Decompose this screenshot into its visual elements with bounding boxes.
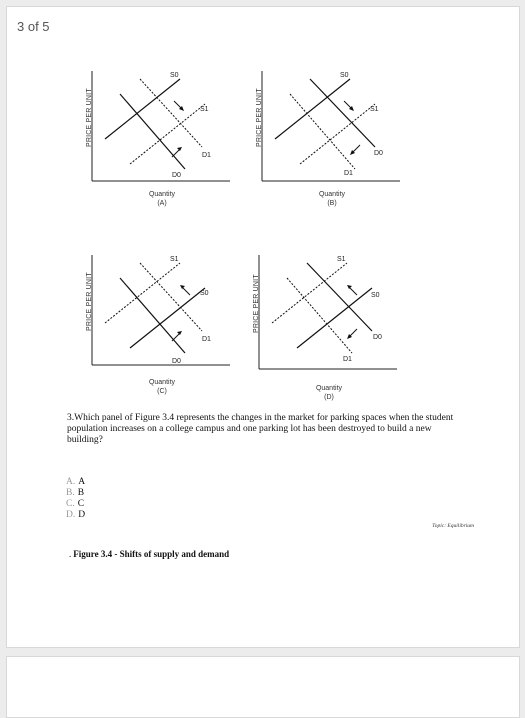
panel-a-d0-line <box>120 94 185 169</box>
panel-d-d1-line <box>287 278 352 353</box>
option-c-letter: C. <box>66 499 75 509</box>
panel-a-s0-line <box>105 79 180 139</box>
panel-c-d0-line <box>120 278 185 353</box>
panel-d-xlabel: Quantity <box>315 385 343 392</box>
panel-d-ylabel: PRICE PER UNIT <box>253 274 260 333</box>
panel-b-d1-label: D1 <box>344 170 353 177</box>
panel-b-panel-label: (B) <box>327 200 337 207</box>
panel-b-chart <box>260 69 400 185</box>
panel-a-s1-line <box>130 104 205 164</box>
question-text: 3.Which panel of Figure 3.4 represents the changes in the market for parking spaces when the student population increases on a college campus and one parking lot has been destroyed to build a new building? <box>67 413 454 445</box>
panel-a-d1-label: D1 <box>202 152 211 159</box>
panel-a-s0-label: S0 <box>170 72 179 79</box>
panel-a <box>86 69 230 209</box>
caption-text: Figure 3.4 - Shifts of supply and demand <box>73 549 230 559</box>
option-b[interactable] <box>66 488 85 499</box>
topic-label: Topic: Equilibrium <box>432 523 474 529</box>
panel-a-panel-label: (A) <box>157 200 167 207</box>
option-c-text: C <box>77 499 85 509</box>
panel-c-xlabel: Quantity <box>148 379 176 386</box>
panel-d-s1-label: S1 <box>337 256 346 263</box>
panel-c <box>86 253 230 395</box>
panel-c-d0-label: D0 <box>172 358 181 365</box>
option-a[interactable] <box>66 477 85 488</box>
panel-a-d1-line <box>140 79 202 147</box>
panel-c-d1-label: D1 <box>202 336 211 343</box>
panel-d-s0-label: S0 <box>371 292 380 299</box>
panel-b-d1-line <box>290 94 355 169</box>
panel-a-xlabel: Quantity <box>148 191 176 198</box>
option-a-text: A <box>78 477 86 487</box>
panel-a-ylabel: PRICE PER UNIT <box>86 88 93 147</box>
panel-d-chart <box>257 253 397 373</box>
panel-c-s1-line <box>105 263 180 323</box>
panel-c-s0-label: S0 <box>200 290 209 297</box>
next-page <box>6 656 520 718</box>
panel-b-s0-label: S0 <box>340 72 349 79</box>
panel-c-panel-label: (C) <box>157 388 167 395</box>
figure-caption <box>69 549 229 559</box>
panel-a-chart <box>90 69 230 185</box>
panel-c-chart <box>90 253 230 369</box>
panel-d-d1-label: D1 <box>343 356 352 363</box>
option-d[interactable] <box>66 510 85 521</box>
panel-d-d0-line <box>307 263 372 331</box>
panel-d-s0-line <box>297 288 372 348</box>
panel-c-s0-line <box>130 288 205 348</box>
panel-b-xlabel: Quantity <box>318 191 346 198</box>
option-c[interactable] <box>66 499 85 510</box>
caption-prefix: . <box>69 549 72 559</box>
document-page <box>6 6 520 648</box>
panel-d-panel-label: (D) <box>324 394 334 401</box>
option-d-text: D <box>78 510 86 520</box>
panel-b <box>256 69 400 209</box>
panel-c-d1-line <box>140 263 202 331</box>
panel-d <box>253 253 397 401</box>
panel-b-d0-label: D0 <box>374 150 383 157</box>
panel-c-s1-label: S1 <box>170 256 179 263</box>
panel-a-s1-label: S1 <box>200 106 209 113</box>
panel-b-ylabel: PRICE PER UNIT <box>256 88 263 147</box>
panel-b-s1-label: S1 <box>370 106 379 113</box>
panel-c-ylabel: PRICE PER UNIT <box>86 272 93 331</box>
panel-b-s1-line <box>300 104 375 164</box>
option-d-letter: D. <box>66 510 76 520</box>
panel-b-d0-line <box>310 79 375 147</box>
answer-options <box>66 477 85 521</box>
option-b-letter: B. <box>66 488 75 498</box>
page-indicator: 3 of 5 <box>17 19 50 34</box>
panel-d-d0-label: D0 <box>373 334 382 341</box>
panel-a-d0-label: D0 <box>172 172 181 179</box>
option-b-text: B <box>77 488 85 498</box>
option-a-letter: A. <box>66 477 76 487</box>
